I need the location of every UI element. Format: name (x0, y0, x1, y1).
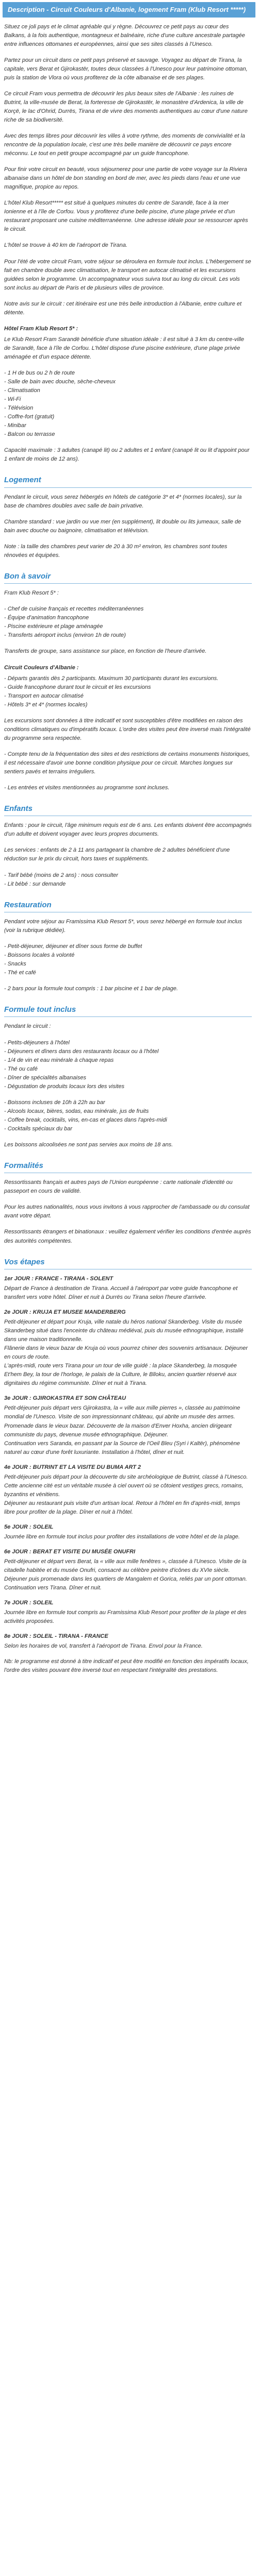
hotel-subtitle: Hôtel Fram Klub Resort 5* : (4, 325, 78, 332)
itinerary-day (4, 1463, 252, 1517)
intro-paragraph: Ce circuit Fram vous permettra de découvrir les plus beaux sites de l'Albanie : les ruines de Butrint, la ville-musée de Berat, la forteresse de Gjirokastër, le monastère d'Ardenica, la ville de Korçë, le lac d'Ohrid, Durrës, Tirana et de vivre des moments authentiques au cœur d'une nature riche de sa biodiversité. (4, 90, 248, 123)
bon-paragraph: Transferts de groupe, sans assistance sur place, en fonction de l'heure d'arrivée. (4, 648, 207, 655)
page-title: Description - Circuit Couleurs d'Albanie, logement Fram (Klub Resort *****) (8, 6, 246, 13)
restauration-list: - Petit-déjeuner, déjeuner et dîner sous forme de buffet - Boissons locales à volonté - Snacks - Thé et café (4, 943, 142, 976)
enfants-paragraph: Enfants : pour le circuit, l'âge minimum requis est de 6 ans. Les enfants doivent être accompagnés d'un adulte et doivent voyager avec leurs propres documents. (4, 822, 252, 838)
logement-paragraph: Note : la taille des chambres peut varier de 20 à 30 m² environ, les chambres sont toutes rénovées et équipées. (4, 543, 228, 558)
itinerary-note: Nb: le programme est donné à titre indicatif et peut être modifié en fonction des impératifs locaux, l'ordre des visites pouvant être inversé tout en respectant l'intégralité des prestations. (4, 1658, 249, 1673)
itinerary-day-text: Petit-déjeuner puis départ pour la découverte du site archéologique de Butrint, classé à l'Unesco. Cette ancienne cité est un véritable musée à ciel ouvert où se côtoient vestiges grecs, romains, byzantins et vénitiens. Déjeuner au restaurant puis visite d'un artisan local. Retour à l'hôtel en fin d'après-midi, temps libre pour profiter de la plage. Dîner et nuit à l'hôtel. (4, 1473, 248, 1515)
formule-intro: Pendant le circuit : (4, 1023, 51, 1030)
circuit-paragraph: - Compte tenu de la fréquentation des sites et des restrictions de certains monuments historiques, il est nécessaire d'avoir une bonne condition physique pour ce circuit. Marches longues sur sentiers pavés et terrains irréguliers. (4, 751, 250, 775)
bon-list: - Chef de cuisine français et recettes méditerranéennes - Équipe d'animation francophone - Piscine extérieure et plage aménagée - Transferts aéroport inclus (environ 1h de route) (4, 606, 144, 639)
section-heading-enfants: Enfants (4, 804, 33, 814)
restauration-paragraph: - 2 bars pour la formule tout compris : 1 bar piscine et 1 bar de plage. (4, 986, 178, 992)
itinerary-day-text: Petit-déjeuner puis départ vers Gjirokastra, la « ville aux mille pierres », classée au patrimoine mondial de l'Unesco. Visite de son impressionnant château, qui abrite un musée des armes. Promenade dans le vieux bazar. Découverte de la maison d'Enver Hoxha, ancien dirigeant communiste du pays, devenue musée ethnographique. Déjeuner. Continuation vers Saranda, en passant par la Source de l'Oeil Bleu (Syri i Kaltër), phénomène naturel au cœur d'une forêt luxuriante. Installation à l'hôtel, dîner et nuit. (4, 1405, 240, 1455)
formule-paragraph: Les boissons alcoolisées ne sont pas servies aux moins de 18 ans. (4, 1141, 173, 1148)
section-divider (4, 1016, 252, 1017)
intro-paragraph: Pour l'été de votre circuit Fram, votre séjour se déroulera en formule tout inclus. L'hébergement se fait en chambre double avec climatisation, le transport en autocar climatisé et les excursions guidées selon le programme. Un accompagnateur vous suivra tout au long du circuit. Les vols sont inclus au départ de Paris et de plusieurs villes de province. (4, 258, 251, 291)
circuit-paragraph: - Les entrées et visites mentionnées au programme sont incluses. (4, 785, 170, 791)
itinerary-day (4, 1308, 252, 1388)
intro-paragraph: Avec des temps libres pour découvrir les villes à votre rythme, des moments de convivialité et la rencontre de la population locale, c'est une très belle manière de découvrir ce pays encore méconnu. Le tout en petit groupe accompagné par un guide francophone. (4, 133, 245, 157)
hotel-amenities-list: - 1 H de bus ou 2 h de route - Salle de bain avec douche, sèche-cheveux - Climatisation - Wi-Fi - Télévision - Coffre-fort (gratuit) - Minibar - Balcon ou terrasse (4, 370, 116, 438)
itinerary-day (4, 1275, 252, 1302)
section-heading-formule: Formule tout inclus (4, 1005, 76, 1014)
description-content (0, 23, 258, 1675)
itinerary-day-title: 8e JOUR : SOLEIL - TIRANA - FRANCE (4, 1633, 108, 1640)
itinerary-day-title: 2e JOUR : KRUJA ET MUSEE MANDERBERG (4, 1309, 126, 1315)
itinerary-day (4, 1523, 252, 1541)
formalites-paragraph: Pour les autres nationalités, nous vous invitons à vous rapprocher de l'ambassade ou du consulat avant votre départ. (4, 1204, 250, 1219)
section-divider (4, 583, 252, 584)
itinerary-day-text: Journée libre en formule tout inclus pour profiter des installations de votre hôtel et de la plage. (4, 1534, 240, 1540)
itinerary-day-title: 6e JOUR : BERAT ET VISITE DU MUSÉE ONUFRI (4, 1549, 136, 1555)
circuit-subtitle: Circuit Couleurs d'Albanie : (4, 664, 79, 671)
itinerary-day-text: Départ de France à destination de Tirana. Accueil à l'aéroport par votre guide francophone et transfert vers votre hôtel. Dîner et nuit à Durrës ou Tirana selon l'heure d'arrivée. (4, 1285, 238, 1300)
intro-paragraph: Pour finir votre circuit en beauté, vous séjournerez pour une partie de votre voyage sur la Riviera albanaise dans un hôtel de bon standing en bord de mer, avec les pieds dans l'eau et une vue magnifique, propice au repos. (4, 166, 247, 191)
intro-paragraph: L'hôtel Klub Resort***** est situé à quelques minutes du centre de Sarandë, face à la mer Ionienne et à l'île de Corfou. Vous y profiterez d'une belle piscine, d'une plage privée et d'un restaurant proposant une cuisine méditerranéenne. Une adresse idéale pour se ressourcer après le circuit. (4, 200, 248, 233)
section-heading-etapes: Vos étapes (4, 1257, 45, 1266)
logement-paragraph: Pendant le circuit, vous serez hébergés en hôtels de catégorie 3* et 4* (normes locales), sur la base de chambres doubles avec salle de bain privative. (4, 494, 242, 509)
section-heading-bon-a-savoir: Bon à savoir (4, 572, 51, 581)
itinerary-day-text: Petit-déjeuner et départ pour Kruja, ville natale du héros national Skanderbeg. Visite du musée Skanderbeg situé dans l'enceinte du château médiéval, puis du musée ethnographique, installé dans une maison traditionnelle. Flânerie dans le vieux bazar de Kruja où vous pourrez chiner des souvenirs artisanaux. Déjeuner en cours de route. L'après-midi, route vers Tirana pour un tour de ville guidé : la place Skanderbeg, la mosquée Et'hem Bey, la tour de l'horloge, le palais de la Culture, le Blloku, ancien quartier réservé aux dignitaires du régime communiste. Dîner et nuit à Tirana. (4, 1318, 248, 1387)
formule-list: - Boissons incluses de 10h à 22h au bar - Alcools locaux, bières, sodas, eau minérale, jus de fruits - Coffee break, cocktails, vins, en-cas et glaces dans l'après-midi - Cocktails spéciaux du bar (4, 1099, 167, 1132)
section-divider (4, 487, 252, 488)
itinerary-day-title: 5e JOUR : SOLEIL (4, 1523, 54, 1530)
itinerary-day-title: 1er JOUR : FRANCE - TIRANA - SOLENT (4, 1275, 114, 1282)
hotel-paragraph: Le Klub Resort Fram Sarandë bénéficie d'une situation idéale : il est situé à 3 km du centre-ville de Sarandë, face à l'île de Corfou. L'hôtel dispose d'une piscine extérieure, d'une plage privée aménagée et d'un espace détente. (4, 336, 244, 360)
enfants-paragraph: Les services : enfants de 2 à 11 ans partageant la chambre de 2 adultes bénéficient d'une réduction sur le prix du circuit, hors taxes et suppléments. (4, 847, 230, 862)
formalites-paragraph: Ressortissants français et autres pays de l'Union européenne : carte nationale d'identité ou passeport en cours de validité. (4, 1179, 233, 1195)
page-title-banner (3, 2, 255, 18)
intro-paragraph: Partez pour un circuit dans ce petit pays préservé et sauvage. Voyagez au départ de Tirana, la capitale, vers Berat et Gjirokastër, toutes deux classées à l'Unesco pour leur patrimoine ottoman, puis la station de Vlora où vous profiterez de la côte albanaise et de ses plages. (4, 57, 248, 81)
intro-paragraph: Situez ce joli pays et le climat agréable qui y règne. Découvrez ce petit pays au cœur des Balkans, à la fois authentique, montagneux et balnéaire, riche d'une culture ancestrale partagée entre influences ottomanes et européennes, ainsi que ses sites classés à l'Unesco. (4, 23, 245, 47)
hotel-capacity: Capacité maximale : 3 adultes (canapé lit) ou 2 adultes et 1 enfant (canapé lit ou lit d'appoint pour 1 enfant de moins de 12 ans). (4, 447, 250, 463)
itinerary-day (4, 1394, 252, 1456)
itinerary-day-text: Petit-déjeuner et départ vers Berat, la « ville aux mille fenêtres », classée à l'Unesco. Visite de la citadelle habitée et du musée Onufri, consacré au célèbre peintre d'icônes du XVIe siècle. Déjeuner puis promenade dans les quartiers de Mangalem et Gorica, reliés par un pont ottoman. Continuation vers Tirana. Dîner et nuit. (4, 1558, 247, 1591)
itinerary-day-title: 4e JOUR : BUTRINT ET LA VISITE DU BUMA ART 2 (4, 1464, 141, 1470)
bon-paragraph: Fram Klub Resort 5* : (4, 590, 59, 597)
intro-paragraph: L'hôtel se trouve à 40 km de l'aéroport de Tirana. (4, 242, 127, 249)
intro-block (4, 23, 252, 317)
section-heading-formalites: Formalités (4, 1161, 43, 1171)
formalites-paragraph: Ressortissants étrangers et binationaux : veuillez également vérifier les conditions d'entrée auprès des autorités compétentes. (4, 1229, 251, 1244)
itinerary-day (4, 1548, 252, 1592)
logement-paragraph: Chambre standard : vue jardin ou vue mer (en supplément), lit double ou lits jumeaux, salle de bain avec douche ou baignoire, climatisation et télévision. (4, 518, 241, 534)
circuit-paragraph: Les excursions sont données à titre indicatif et sont susceptibles d'être modifiées en raison des conditions climatiques ou d'impératifs locaux. L'ordre des visites peut être inversé mais l'intégralité du programme sera respectée. (4, 717, 251, 741)
circuit-list: - Départs garantis dès 2 participants. Maximum 30 participants durant les excursions. - Guide francophone durant tout le circuit et les excursions - Transport en autocar climatisé - Hôtels 3* et 4* (normes locales) (4, 675, 219, 708)
itinerary-day (4, 1599, 252, 1626)
itinerary-day-title: 7e JOUR : SOLEIL (4, 1600, 54, 1606)
enfants-list: - Tarif bébé (moins de 2 ans) : nous consulter - Lit bébé : sur demande (4, 872, 118, 887)
intro-paragraph: Notre avis sur le circuit : cet itinéraire est une très belle introduction à l'Albanie, entre culture et détente. (4, 300, 242, 316)
itinerary-day-text: Selon les horaires de vol, transfert à l'aéroport de Tirana. Envol pour la France. (4, 1643, 203, 1650)
itinerary-day-title: 3e JOUR : GJIROKASTRA ET SON CHÂTEAU (4, 1395, 126, 1402)
formule-list: - Petits-déjeuners à l'hôtel - Déjeuners et dîners dans des restaurants locaux ou à l'hôtel - 1/4 de vin et eau minérale à chaque repas - Thé ou café - Dîner de spécialités albanaises - Dégustation de produits locaux lors des visites (4, 1039, 159, 1090)
section-heading-logement: Logement (4, 476, 41, 485)
itinerary-day (4, 1632, 252, 1651)
section-heading-restauration: Restauration (4, 900, 52, 909)
itinerary-day-text: Journée libre en formule tout compris au Framissima Klub Resort pour profiter de la plage et des activités proposées. (4, 1609, 247, 1625)
restauration-paragraph: Pendant votre séjour au Framissima Klub Resort 5*, vous serez hébergé en formule tout inclus (voir la rubrique dédiée). (4, 918, 243, 934)
